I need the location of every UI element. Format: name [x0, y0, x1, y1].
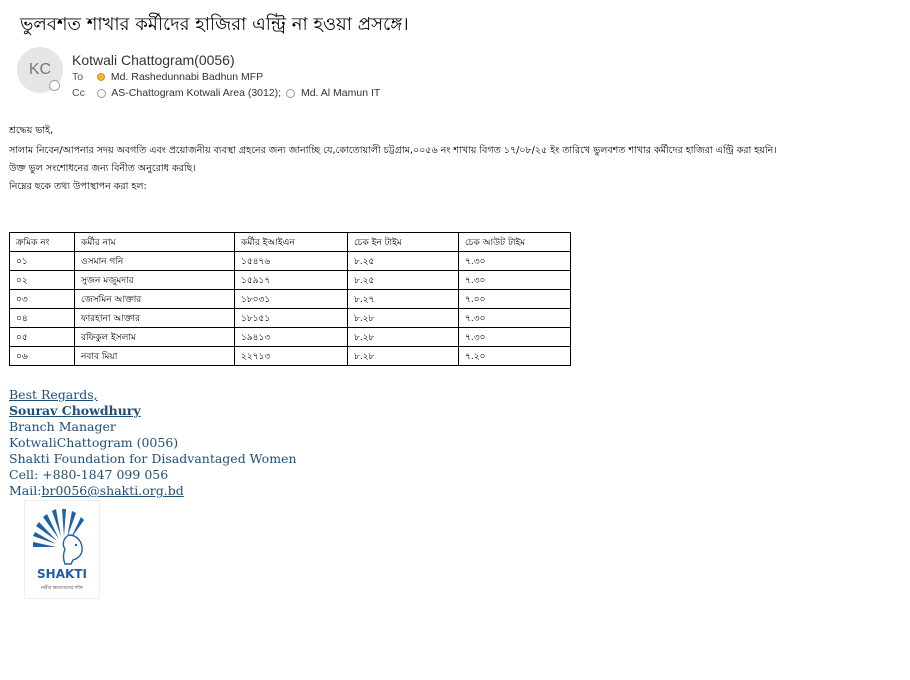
table-row: [10, 328, 571, 347]
recipient-cc-2[interactable]: Md. Al Mamun IT: [300, 87, 381, 99]
recipient-cc-1[interactable]: AS-Chattogram Kotwali Area (3012);: [111, 87, 282, 99]
body-request: উক্ত ভুল সংশোধনের জন্য বিনীত অনুরোধ করছি।: [9, 163, 196, 174]
cc-row: [72, 87, 380, 99]
signature-regards: Best Regards,: [9, 387, 98, 402]
table-cell: ওসমান গনি: [75, 252, 235, 271]
signature-branch: KotwaliChattogram (0056): [9, 435, 179, 450]
presence-status-icon: [49, 80, 60, 91]
table-cell: ১৫৯১৭: [235, 271, 348, 290]
cc-label: Cc: [72, 87, 85, 99]
table-cell: ৭.২০: [459, 347, 571, 366]
body-table-intro: নিম্নের ছকে তথ্য উপাস্থাপন করা হল:: [9, 181, 147, 192]
table-cell: ০২: [10, 271, 75, 290]
to-label: To: [72, 71, 84, 83]
shakti-logo: [24, 500, 100, 599]
table-header: চেক আউট টাইম: [459, 233, 571, 252]
presence-away-icon: [97, 73, 105, 81]
table-cell: ৮.২৮: [348, 309, 459, 328]
table-header: কর্মীর ইআইএন: [235, 233, 348, 252]
signature-mail: Mail:br0056@shakti.org.bd: [9, 483, 184, 498]
table-cell: জেসমিন আক্তার: [75, 290, 235, 309]
table-cell: রফিকুল ইসলাম: [75, 328, 235, 347]
table-row: [10, 309, 571, 328]
table-cell: ৮.২৮: [348, 347, 459, 366]
table-cell: ০১: [10, 252, 75, 271]
table-cell: ৭.৩০: [459, 328, 571, 347]
table-cell: নবাব মিয়া: [75, 347, 235, 366]
table-row: [10, 271, 571, 290]
table-cell: ২২৭১৩: [235, 347, 348, 366]
table-cell: ৭.৩০: [459, 309, 571, 328]
table-row: [10, 290, 571, 309]
table-cell: ০৪: [10, 309, 75, 328]
signature-org: Shakti Foundation for Disadvantaged Women: [9, 451, 297, 466]
sender-avatar[interactable]: KC: [17, 47, 63, 93]
table-cell: ১৯৪১৩: [235, 328, 348, 347]
table-cell: ১৫৪৭৬: [235, 252, 348, 271]
table-cell: ৮.২৭: [348, 290, 459, 309]
logo-tagline: নারীর ক্ষমতায়নের শক্তি: [41, 586, 83, 591]
table-cell: ৮.২৫: [348, 252, 459, 271]
table-cell: ৭.৩০: [459, 271, 571, 290]
salutation: শ্রদ্ধেয় ভাই,: [9, 125, 54, 136]
sender-name[interactable]: Kotwali Chattogram(0056): [72, 52, 235, 68]
table-cell: ৮.২৮: [348, 328, 459, 347]
table-header: চেক ইন টাইম: [348, 233, 459, 252]
mail-link[interactable]: br0056@shakti.org.bd: [41, 483, 184, 498]
presence-offline-icon: [97, 89, 106, 98]
table-header-row: [10, 233, 571, 252]
table-row: [10, 252, 571, 271]
table-cell: ফারহানা আক্তার: [75, 309, 235, 328]
body-paragraph: সালাম নিবেন/আপনার সদয় অবগতি এবং প্রয়োজনীয় ব্যবস্থা গ্রহনের জন্য জানাচ্ছি যে,কোতোয়ালী চট্টগ্রাম,০০৫৬ নং শাখায় বিগত ১৭/০৮/২৫ ইং তারিখে ভুলবশত শাখার কর্মীদের হাজিরা এন্ট্রি করা হয়নি।: [9, 145, 777, 156]
attendance-table: [9, 232, 571, 366]
table-cell: ৭.০০: [459, 290, 571, 309]
signature-name: Sourav Chowdhury: [9, 403, 141, 418]
table-cell: ০৫: [10, 328, 75, 347]
recipient-to-1[interactable]: Md. Rashedunnabi Badhun MFP: [110, 71, 264, 83]
email-subject: ভুলবশত শাখার কর্মীদের হাজিরা এন্ট্রি না হওয়া প্রসঙ্গে।: [20, 14, 409, 35]
table-cell: ৭.৩০: [459, 252, 571, 271]
table-cell: ০৩: [10, 290, 75, 309]
table-cell: ১৮১৫১: [235, 309, 348, 328]
shakti-logo-icon: [25, 501, 99, 598]
table-header: কর্মীর নাম: [75, 233, 235, 252]
signature-cell: Cell: +880-1847 099 056: [9, 467, 169, 482]
table-cell: ০৬: [10, 347, 75, 366]
presence-offline-icon: [286, 89, 295, 98]
table-cell: সুজন মজুমদার: [75, 271, 235, 290]
table-header: ক্রমিক নং: [10, 233, 75, 252]
table-cell: ৮.২৫: [348, 271, 459, 290]
table-cell: ১৮০৩১: [235, 290, 348, 309]
to-row: [72, 71, 263, 83]
logo-text: SHAKTI: [37, 567, 87, 581]
signature-title: Branch Manager: [9, 419, 116, 434]
table-row: [10, 347, 571, 366]
